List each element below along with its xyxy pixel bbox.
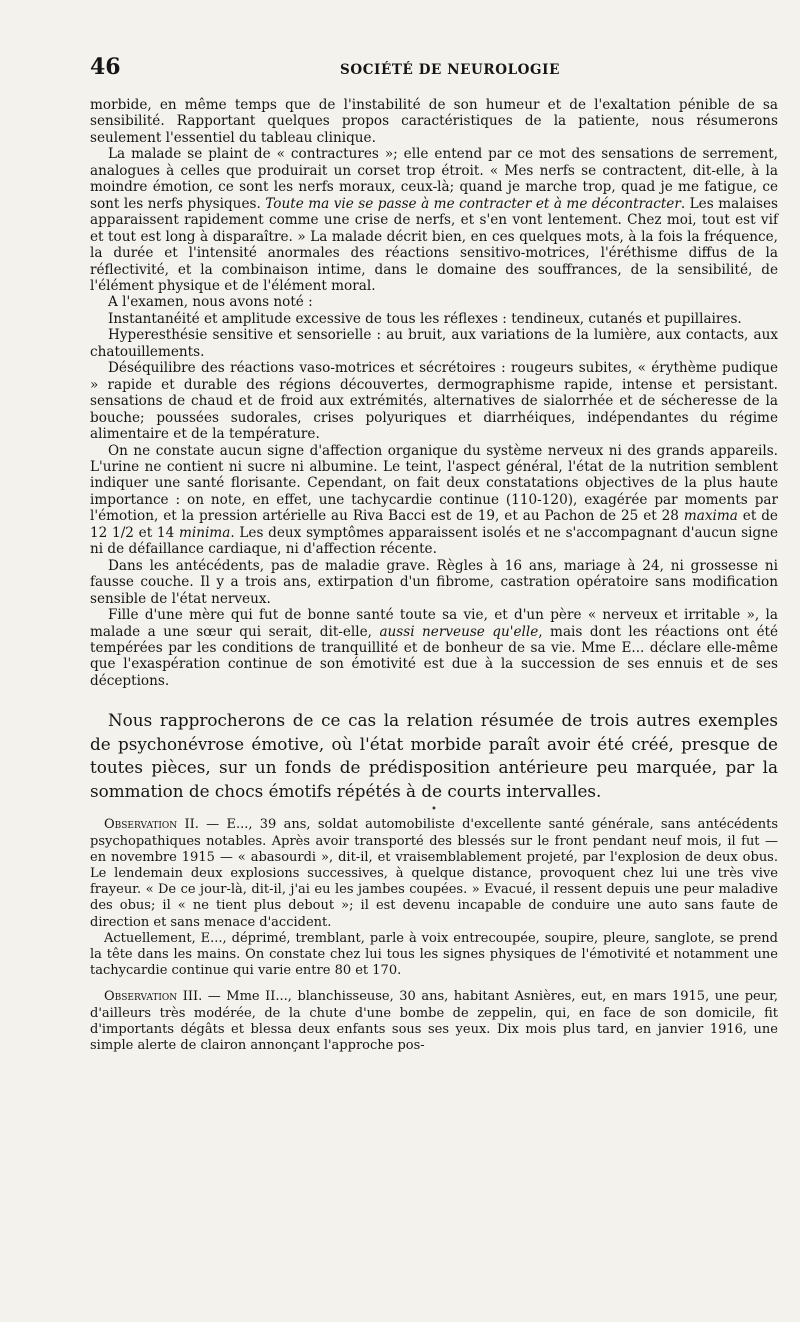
page-number: 46 bbox=[90, 54, 121, 80]
spacer bbox=[90, 689, 778, 709]
running-head: SOCIÉTÉ DE NEUROLOGIE bbox=[340, 62, 560, 78]
paragraph bbox=[90, 443, 778, 558]
italic-term: maxima bbox=[683, 508, 738, 525]
page-header bbox=[90, 54, 780, 84]
paragraph: Déséquilibre des réactions vaso-motrices et sécrétoires : rougeurs subites, « érythème pudique » rapide et durable des régions découvertes, dermographisme rapide, intense et persistant. sensations de chaud et de froid aux extrémités, alternatives de sialorrhée et de sécheresse de la bouche; poussées sudorales, crises polyuriques et diarrhéiques, indépendantes du régime alimentaire et de la température. bbox=[90, 360, 778, 443]
italic-term: minima bbox=[178, 524, 231, 541]
observation-paragraph bbox=[90, 989, 778, 1054]
text-run: La malade se plaint de « contractures »; elle entend par ce mot des sensations de serrement, analogues à celles que produirait un corset trop étroit. « Mes nerfs se contractent, dit-elle, à la moindre émotion, ce sont les nerfs moraux, ceux-là; quand je marche trop, quad je me fatigue, ce sont les nerfs physiques. bbox=[90, 146, 778, 212]
paragraph: Dans les antécédents, pas de maladie grave. Règles à 16 ans, mariage à 24, ni grossesse ni fausse couche. Il y a trois ans, extirpation d'un fibrome, castration opératoire sans modification sensible de l'état nerveux. bbox=[90, 557, 778, 607]
paragraph: morbide, en même temps que de l'instabilité de son humeur et de l'exaltation pénible de sa sensibilité. Rapportant quelques propos caractéristiques de la patiente, nous résumerons seulement l'essentiel du tableau clinique. bbox=[90, 97, 778, 146]
text-run: — Mme II..., blanchisseuse, 30 ans, habitant Asnières, eut, en mars 1915, une peur, d'ailleurs très modérée, de la chute d'une bombe de zeppelin, qui, en face de son domicile, fit d'importants dégâts et blessa deux enfants sous ses yeux. Dix mois plus tard, en janvier 1916, une simple alerte de clairon annonçant l'approche pos- bbox=[90, 989, 778, 1053]
text-run: On ne constate aucun signe d'affection organique du système nerveux ni des grands appareils. L'urine ne contient ni sucre ni albumine. Le teint, l'aspect général, l'état de la nutrition semblent indiquer une santé florisante. Cependant, on fait deux constatations objectives de la plus haute importance : on note, en effet, une tachycardie continue (110-120), exagérée par moments par l'émotion, et la pression artérielle au Riva Bacci est de 19, et au Pachon de 25 et 28 bbox=[90, 442, 778, 525]
separator-dot: • bbox=[431, 804, 437, 816]
paragraph: A l'examen, nous avons noté : bbox=[108, 294, 313, 311]
observation-label: Observation II. bbox=[104, 817, 199, 833]
large-paragraph: Nous rapprocherons de ce cas la relation résumée de trois autres exemples de psychonévrose émotive, où l'état morbide paraît avoir été créé, presque de toutes pièces, sur un fonds de prédisposition antérieure peu marquée, par la sommation de chocs émotifs répétés à de courts intervalles. bbox=[90, 710, 778, 801]
observation-paragraph bbox=[90, 817, 778, 930]
text-run: , mais dont les réactions ont été tempérées par les conditions de tranquillité et de bonheur de sa vie. Mme E... déclare elle-même que l'exaspération continue de son émotivité est due à la succession de ses ennuis et de ses déceptions. bbox=[90, 623, 779, 689]
spacer bbox=[90, 979, 778, 989]
italic-quote: Toute ma vie se passe à me contracter et à me décontracter bbox=[265, 195, 681, 212]
text-run: Fille d'une mère qui fut de bonne santé toute sa vie, et d'un père « nerveux et irritable », la malade a une sœur qui serait, dit-elle, bbox=[90, 607, 778, 640]
paragraph bbox=[90, 146, 778, 294]
paragraph: Actuellement, E..., déprimé, tremblant, parle à voix entrecoupée, soupire, pleure, sanglote, se prend la tête dans les mains. On constate chez lui tous les signes physiques de l'émotivité et notamment une tachycardie continue qui varie entre 80 et 170. bbox=[90, 930, 778, 979]
paragraph: Hyperesthésie sensitive et sensorielle : au bruit, aux variations de la lumière, aux contacts, aux chatouillements. bbox=[90, 327, 778, 360]
paragraph bbox=[90, 607, 778, 689]
observation-label: Observation III. bbox=[104, 989, 203, 1005]
text-run: . Les malaises apparaissent rapidement comme une crise de nerfs, et s'en vont lentement. Chez moi, tout est vif et tout est long à disparaître. » La malade décrit bien, en ces quelques mots, à la fois la fréquence, la durée et l'intensité anormales des réactions sensitivo-motrices, l'éréthisme diffus de la réflectivité, et la combinaison intime, dans le domaine des souffrances, de la sensibilité, de l'élément physique et de l'élément moral. bbox=[90, 195, 778, 294]
page-body bbox=[90, 97, 778, 1054]
paragraph: Instantanéité et amplitude excessive de tous les réflexes : tendineux, cutanés et pupillaires. bbox=[108, 310, 742, 327]
italic-quote: aussi nerveuse qu'elle bbox=[379, 623, 539, 640]
text-run: — E..., 39 ans, soldat automobiliste d'excellente santé générale, sans antécédents psychopathiques notables. Après avoir transporté des blessés sur le front pendant neuf mois, il fut — en novembre 1915 — « abasourdi », dit-il, et vraisemblablement projeté, par l'explosion de deux obus. Le lendemain deux explosions successives, à quelque distance, provoquent chez lui une très vive frayeur. « De ce jour-là, dit-il, j'ai eu les jambes coupées. » Evacué, il ressent depuis une peur maladive des obus; il « ne tient plus debout »; il est devenu incapable de conduire une auto sans faute de direction et sans menace d'accident. bbox=[90, 817, 778, 930]
text-run: . Les deux symptômes apparaissent isolés et ne s'accompagnant d'aucun signe ni de défaillance cardiaque, ni d'affection récente. bbox=[90, 524, 779, 558]
text-run: et de 12 1/2 et 14 bbox=[90, 508, 778, 541]
